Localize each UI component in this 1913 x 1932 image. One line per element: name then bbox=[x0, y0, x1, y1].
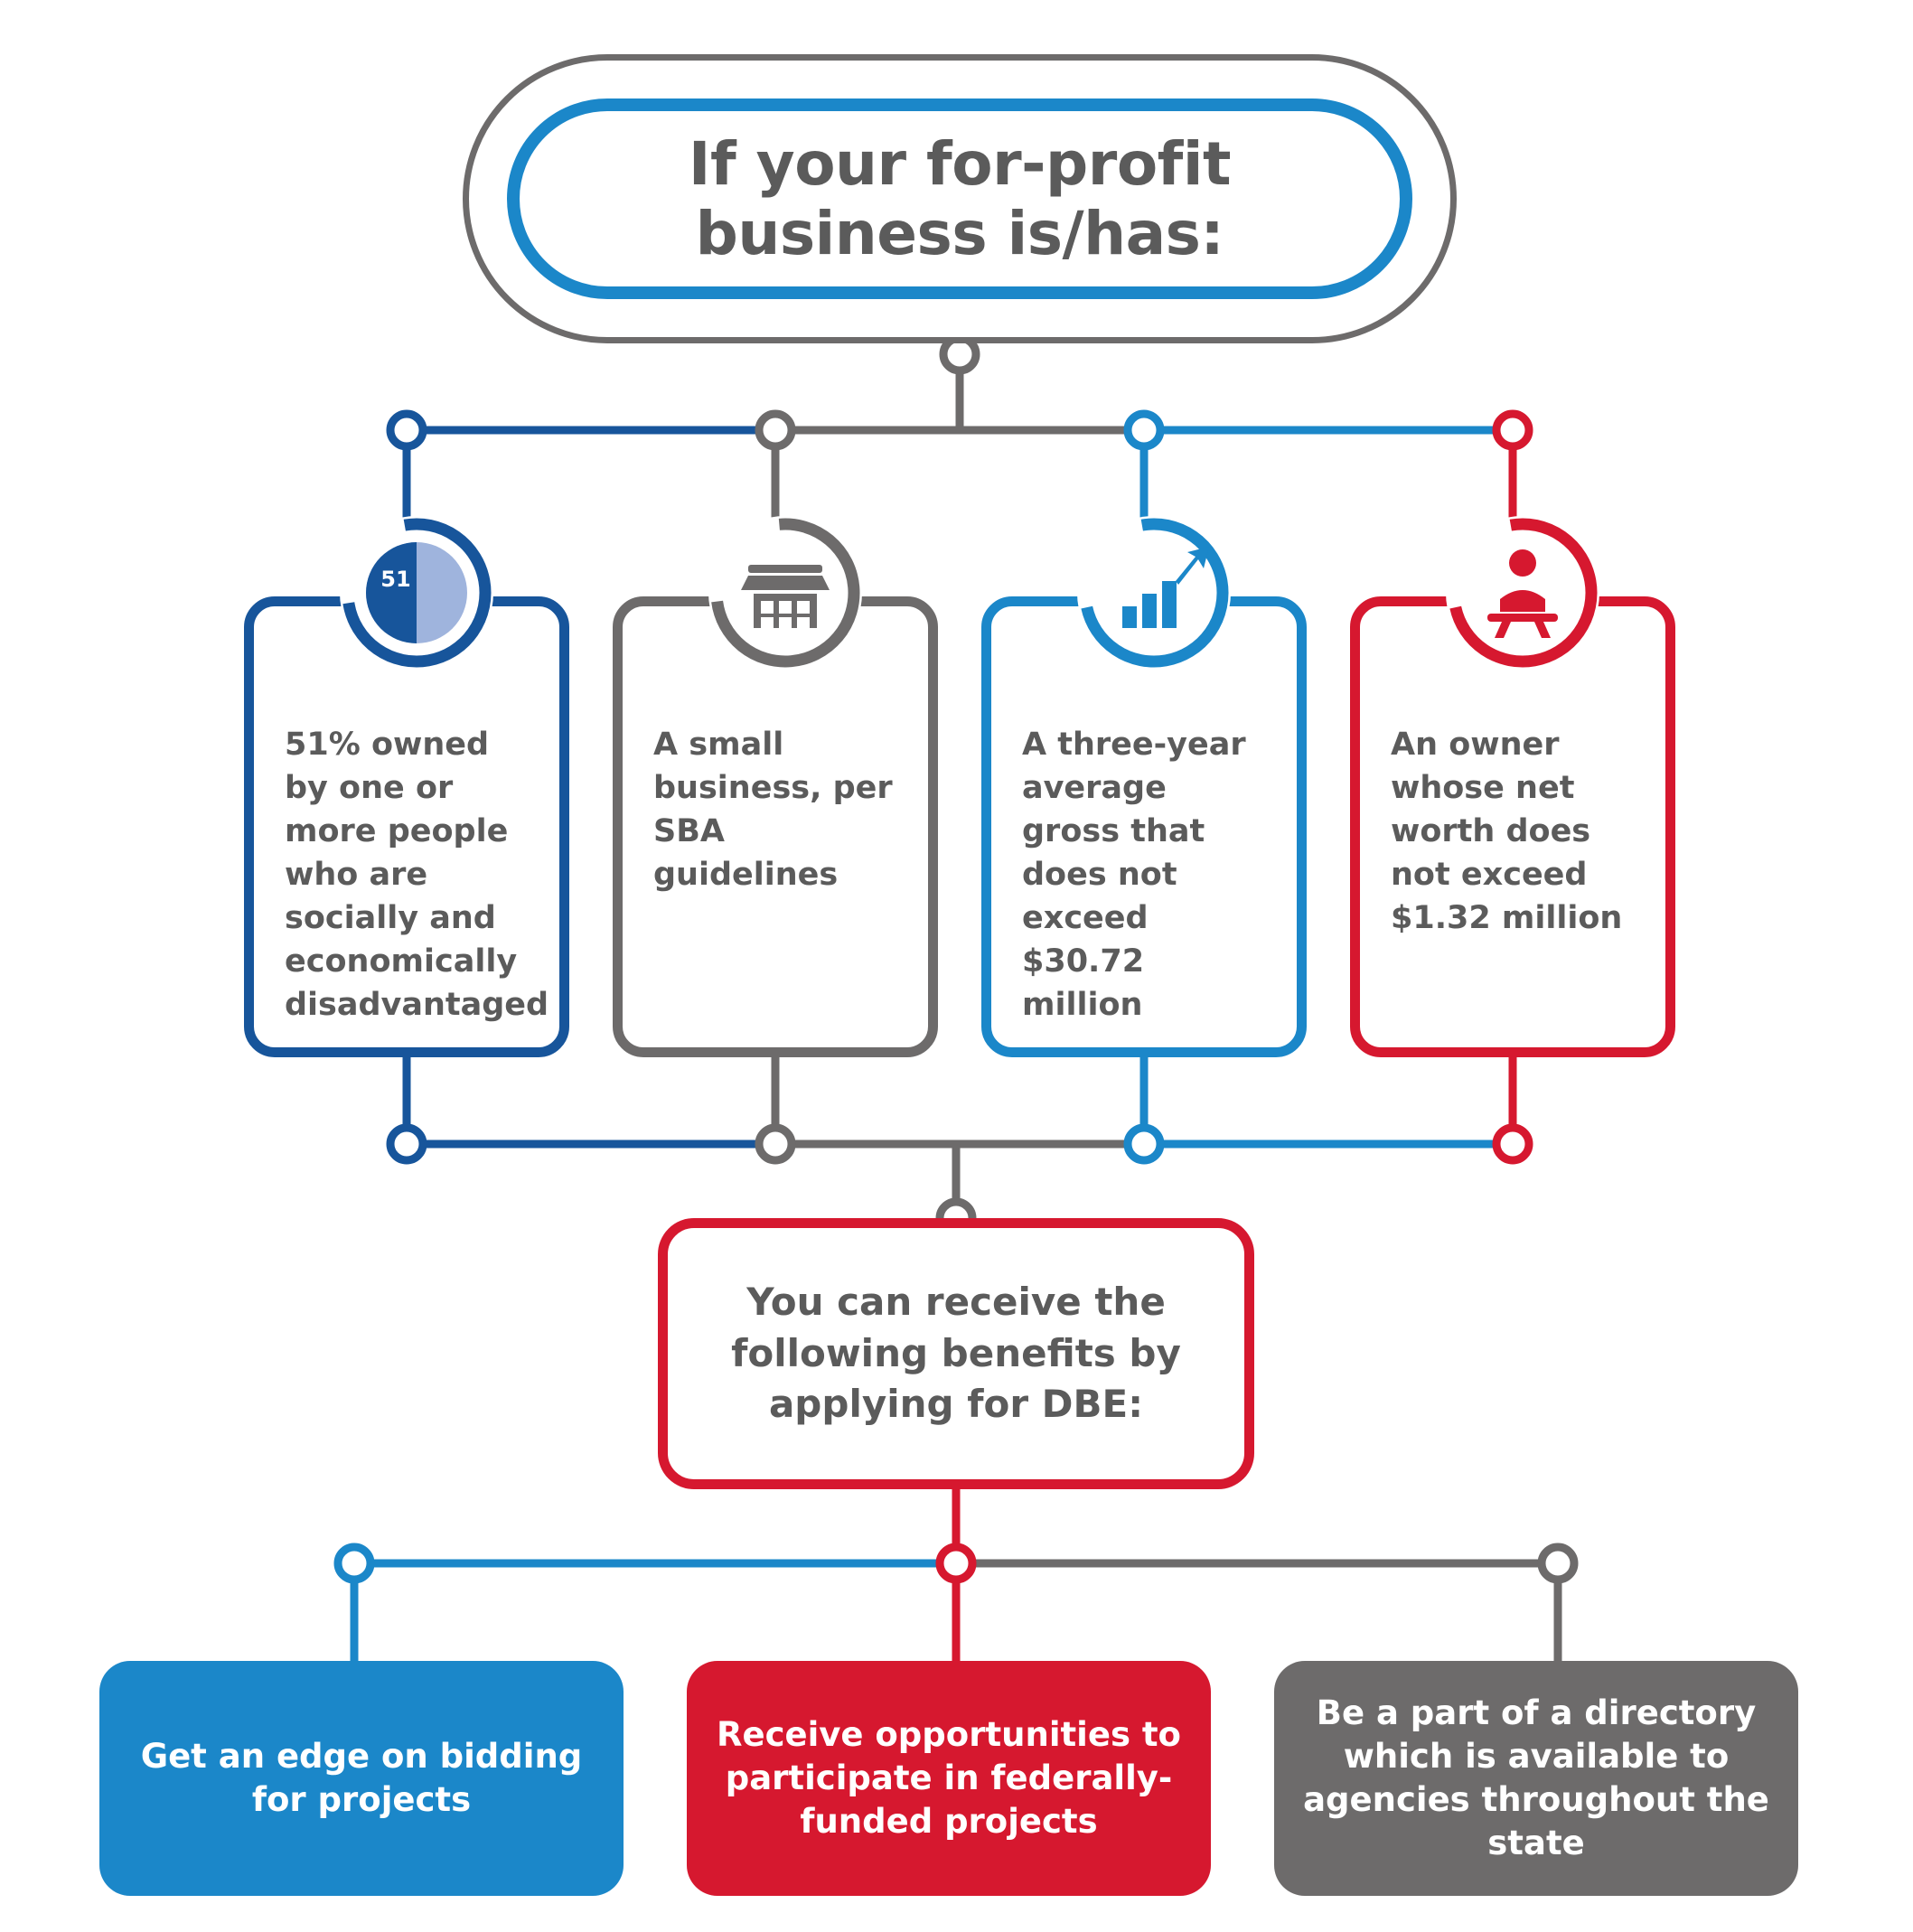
criterion-card-ownership bbox=[244, 567, 569, 1057]
criterion-card-small-business bbox=[613, 596, 938, 1057]
pie-chart-51-icon bbox=[340, 516, 493, 670]
benefits-intro-text: You can receive the following benefits by applying for DBE: bbox=[731, 1279, 1181, 1427]
benefit-box-state-directory bbox=[1274, 1661, 1798, 1896]
header-pill-inner bbox=[507, 98, 1412, 299]
page-title-line1: If your for-profit bbox=[688, 128, 1232, 199]
criterion-text: 51% owned by one or more people who are socially and economically disadvantaged bbox=[285, 727, 549, 1023]
benefits-intro-box bbox=[658, 1218, 1254, 1489]
page-title bbox=[661, 129, 1258, 268]
criterion-text: An owner whose net worth does not exceed $1.32 million bbox=[1391, 727, 1623, 936]
person-desk-icon bbox=[1446, 516, 1599, 670]
benefit-box-bidding-edge bbox=[99, 1661, 624, 1896]
pie-chart-label: 51 bbox=[380, 567, 411, 592]
benefit-text: Get an edge on bidding for projects bbox=[140, 1736, 583, 1819]
storefront-icon bbox=[708, 516, 862, 670]
benefit-text: Receive opportunities to participate in federally-funded projects bbox=[717, 1714, 1181, 1842]
page-title-line2: business is/has: bbox=[695, 199, 1224, 268]
criterion-card-gross-receipts bbox=[981, 596, 1307, 1057]
header-pill-outer bbox=[463, 54, 1457, 343]
criterion-text: A three-year average gross that does not exceed $30.72 million bbox=[1022, 727, 1246, 1023]
criterion-text: A small business, per SBA guidelines bbox=[653, 727, 893, 893]
benefit-box-federal-projects bbox=[687, 1661, 1211, 1896]
bar-chart-growth-icon bbox=[1077, 516, 1231, 670]
benefit-text: Be a part of a directory which is available to agencies throughout the state bbox=[1303, 1693, 1769, 1863]
criterion-card-net-worth bbox=[1350, 596, 1675, 1057]
